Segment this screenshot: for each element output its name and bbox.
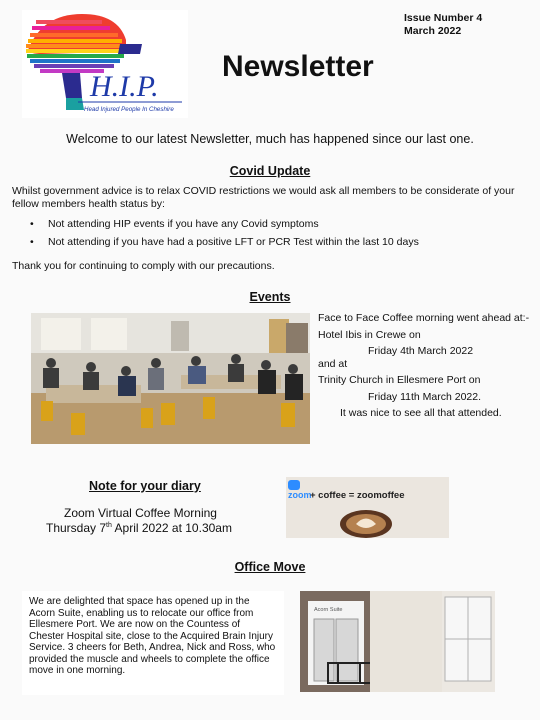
issue-info xyxy=(404,12,482,38)
covid-thanks: Thank you for continuing to comply with our precautions. xyxy=(12,260,275,272)
events-line: Face to Face Coffee morning went ahead at:- xyxy=(318,312,530,324)
covid-list xyxy=(30,218,419,254)
office-heading: Office Move xyxy=(234,560,306,574)
diary-event: Zoom Virtual Coffee Morning xyxy=(64,506,217,520)
svg-text:H.I.P.: H.I.P. xyxy=(90,70,159,103)
welcome-text: Welcome to our latest Newsletter, much has happened since our last one. xyxy=(66,132,474,146)
events-line: Friday 11th March 2022. xyxy=(368,390,482,403)
events-line: Trinity Church in Ellesmere Port on xyxy=(318,374,481,386)
office-text: We are delighted that space has opened up in the Acorn Suite, enabling us to relocate our office from Ellesmere Port. We are now on the Countess of Chester Hospital site, close to the Acquired Brain Injury Service. 3 cheers for Beth, Andrea, Nick and Ross, who provided the muscle and wheels to complete the office move in one morning. xyxy=(22,591,284,695)
svg-text:+ coffee = zoomoffee: + coffee = zoomoffee xyxy=(310,490,405,501)
issue-number: Issue Number 4 xyxy=(404,12,483,24)
svg-text:Head Injured People In Cheshir: Head Injured People In Cheshire xyxy=(84,106,174,113)
issue-date: March 2022 xyxy=(404,25,462,37)
diary-date: Thursday 7th April 2022 at 10.30am xyxy=(46,521,232,535)
events-line: Friday 4th March 2022 xyxy=(368,345,474,357)
svg-text:Acorn Suite: Acorn Suite xyxy=(314,607,343,613)
list-item: • Not attending HIP events if you have any Covid symptoms xyxy=(30,218,419,230)
events-text xyxy=(318,312,530,424)
covid-intro: Whilst government advice is to relax COVID restrictions we would ask all members to be considerate of your fellow members health status by: xyxy=(12,185,515,210)
zoom-coffee-image xyxy=(286,477,449,538)
svg-text:zoom: zoom xyxy=(288,490,312,500)
office-photo xyxy=(300,591,495,692)
events-heading: Events xyxy=(249,290,291,304)
events-line: and at xyxy=(318,357,348,370)
page-title: Newsletter xyxy=(222,50,374,83)
hip-logo xyxy=(22,10,188,118)
rainbow-head-icon xyxy=(22,10,188,118)
list-item: • Not attending if you have had a positive LFT or PCR Test within the last 10 days xyxy=(30,236,419,248)
events-line: Hotel Ibis in Crewe on xyxy=(318,328,421,341)
diary-heading: Note for your diary xyxy=(89,479,201,493)
events-photo xyxy=(31,313,310,444)
events-line: It was nice to see all that attended. xyxy=(340,407,502,419)
covid-heading: Covid Update xyxy=(229,164,311,178)
